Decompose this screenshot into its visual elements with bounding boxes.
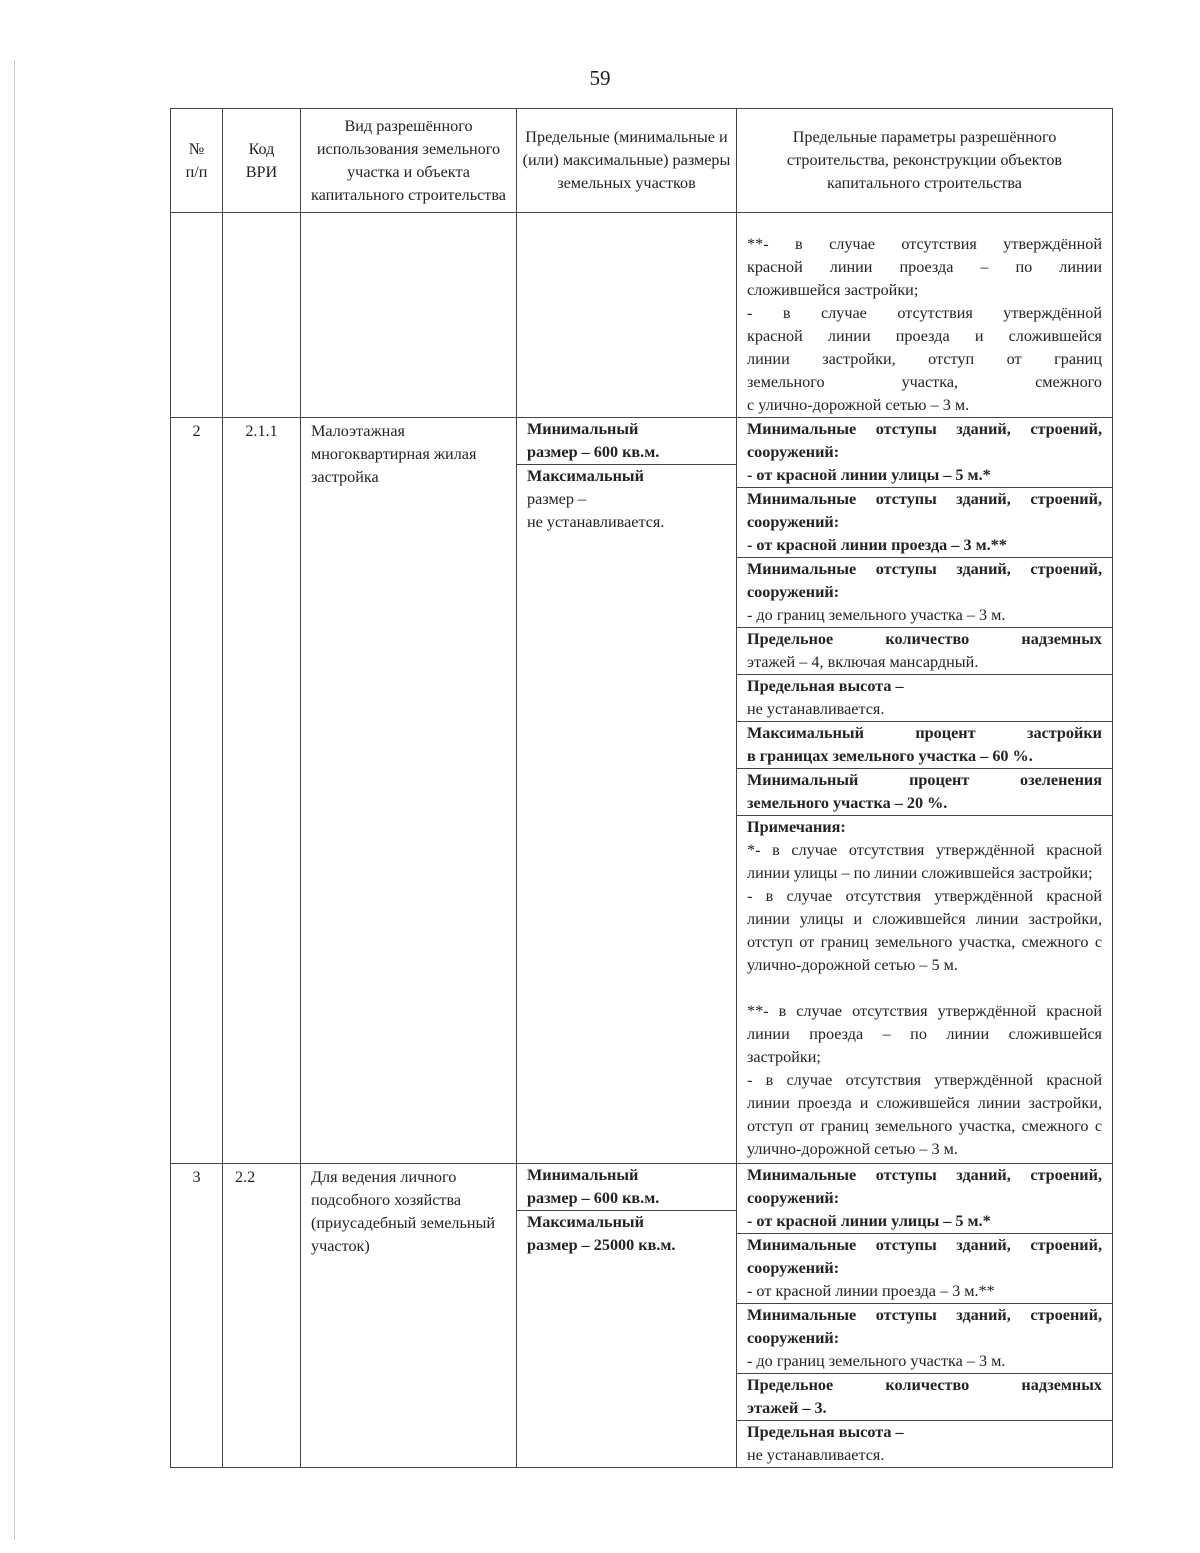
- max-size: Максимальный размер – не устанавливается.: [517, 464, 736, 534]
- table-row: [171, 213, 1113, 418]
- header-use-type: Вид разрешённого использования земельного участка и объекта капитального строительства: [301, 109, 517, 213]
- param-floors: Предельное количество надземных этажей – 3.: [737, 1373, 1112, 1420]
- table-header-row: [171, 109, 1113, 213]
- param-setback-driveway: Минимальные отступы зданий, строений, сооружений: - от красной линии проезда – 3 м.**: [737, 1233, 1112, 1303]
- regulations-table: [170, 108, 1113, 1468]
- param-setback-boundary: Минимальные отступы зданий, строений, сооружений: - до границ земельного участка – 3 м.: [737, 557, 1112, 627]
- param-floors: Предельное количество надземных этажей – 4, включая мансардный.: [737, 627, 1112, 674]
- header-plot-sizes: Предельные (минимальные и (или) максимальные) размеры земельных участков: [517, 109, 737, 213]
- table-row: [171, 418, 1113, 1164]
- max-size: Максимальный размер – 25000 кв.м.: [517, 1210, 736, 1257]
- param-max-coverage: Максимальный процент застройки в границах земельного участка – 60 %.: [737, 721, 1112, 768]
- param-setback-boundary: Минимальные отступы зданий, строений, сооружений: - до границ земельного участка – 3 м.: [737, 1303, 1112, 1373]
- param-height: Предельная высота – не устанавливается.: [737, 1420, 1112, 1467]
- row-use-name: Для ведения личного подсобного хозяйства (приусадебный земельный участок): [301, 1164, 517, 1468]
- row-number: 3: [171, 1164, 223, 1468]
- param-setback-driveway: Минимальные отступы зданий, строений, сооружений: - от красной линии проезда – 3 м.**: [737, 487, 1112, 557]
- table-row: [171, 1164, 1113, 1468]
- min-size: Минимальный размер – 600 кв.м.: [527, 1166, 660, 1207]
- left-margin-line: [14, 60, 15, 1540]
- continuation-notes: **- в случае отсутствия утверждённой красной линии проезда – по линии сложившейся застройки; - в случае отсутствия утверждённой красной линии проезда и сложившейся линии застройки, отступ от границ земельного участка, смежного с улично-дорожной сетью – 3 м.: [737, 213, 1113, 418]
- row-plot-sizes: [517, 418, 737, 1164]
- row-build-params: [737, 418, 1113, 1164]
- row-plot-sizes: [517, 1164, 737, 1468]
- param-height: Предельная высота – не устанавливается.: [737, 674, 1112, 721]
- page-number: 59: [589, 66, 611, 90]
- min-size: Минимальный размер – 600 кв.м.: [527, 420, 660, 461]
- header-build-params: Предельные параметры разрешённого строительства, реконструкции объектов капитального строительства: [737, 109, 1113, 213]
- row-build-params: [737, 1164, 1113, 1468]
- row-number: 2: [171, 418, 223, 1164]
- notes: Примечания: *- в случае отсутствия утверждённой красной линии улицы – по линии сложившейся застройки; - в случае отсутствия утверждённой красной линии улицы и сложившейся линии застройки, отступ от границ земельного участка, смежного с улично-дорожной сетью – 5 м. **- в случае отсутствия утверждённой красной линии проезда – по линии сложившейся застройки; - в случае отсутствия утверждённой красной линии проезда и сложившейся линии застройки, отступ от границ земельного участка, смежного с улично-дорожной сетью – 3 м.: [737, 815, 1112, 1163]
- param-min-greening: Минимальный процент озеленения земельного участка – 20 %.: [737, 768, 1112, 815]
- param-setback-street: Минимальные отступы зданий, строений, сооружений: - от красной линии улицы – 5 м.*: [747, 1166, 1102, 1230]
- header-code: Код ВРИ: [223, 109, 301, 213]
- header-number: № п/п: [171, 109, 223, 213]
- row-code: 2.2: [223, 1164, 301, 1468]
- row-code: 2.1.1: [223, 418, 301, 1164]
- param-setback-street: Минимальные отступы зданий, строений, сооружений: - от красной линии улицы – 5 м.*: [747, 420, 1102, 484]
- row-use-name: Малоэтажная многоквартирная жилая застройка: [301, 418, 517, 1164]
